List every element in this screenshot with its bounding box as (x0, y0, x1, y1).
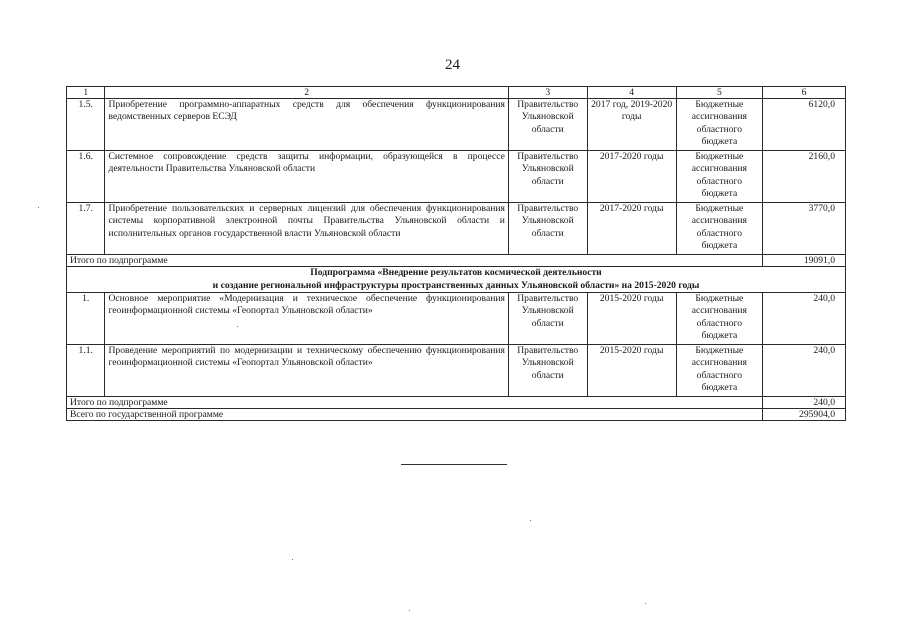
responsible-party: Правительство Ульяновской области (508, 99, 587, 151)
end-of-document-rule (401, 464, 507, 465)
scan-speck (38, 207, 39, 208)
budget-table (66, 86, 846, 421)
amount: 3770,0 (762, 203, 845, 255)
scan-speck (292, 559, 293, 560)
measure-name: Приобретение программно-аппаратных средств для обеспечения функционирования ведомственных серверов ЕСЭД (105, 99, 508, 151)
subtotal-label: Итого по подпрограмме (67, 255, 763, 267)
subtotal-amount: 240,0 (762, 397, 845, 409)
column-header: 2 (105, 87, 508, 99)
row-number: 1.5. (67, 99, 105, 151)
table-row (67, 345, 846, 397)
row-number: 1. (67, 293, 105, 345)
subprogram-title (67, 267, 846, 293)
measure-name: Системное сопровождение средств защиты информации, образующейся в процессе деятельности Правительства Ульяновской области (105, 151, 508, 203)
period: 2017 год, 2019-2020 годы (587, 99, 676, 151)
funding-source: Бюджетные ассигнования областного бюджета (676, 345, 762, 397)
amount: 6120,0 (762, 99, 845, 151)
responsible-party: Правительство Ульяновской области (508, 345, 587, 397)
subtotal-label: Итого по подпрограмме (67, 397, 763, 409)
subtotal-amount: 19091,0 (762, 255, 845, 267)
grand-total-amount: 295904,0 (762, 409, 845, 421)
responsible-party: Правительство Ульяновской области (508, 203, 587, 255)
subprogram-title-row (67, 267, 846, 293)
grand-total-row (67, 409, 846, 421)
amount: 2160,0 (762, 151, 845, 203)
scan-speck (237, 326, 238, 327)
subtotal-row (67, 397, 846, 409)
table-row (67, 203, 846, 255)
column-header: 1 (67, 87, 105, 99)
subprogram-title-line: и создание региональной инфраструктуры пространственных данных Ульяновской области» на 2015-2020 годы (212, 279, 700, 291)
subtotal-row (67, 255, 846, 267)
period: 2017-2020 годы (587, 203, 676, 255)
table-row (67, 99, 846, 151)
subprogram-title-line: Подпрограмма «Внедрение результатов космической деятельности (310, 267, 602, 278)
row-number: 1.7. (67, 203, 105, 255)
period: 2015-2020 годы (587, 293, 676, 345)
column-header: 5 (676, 87, 762, 99)
measure-name: Проведение мероприятий по модернизации и техническому обеспечению функционирования геоинформационной системы «Геопортал Ульяновской области» (105, 345, 508, 397)
grand-total-label: Всего по государственной программе (67, 409, 763, 421)
responsible-party: Правительство Ульяновской области (508, 293, 587, 345)
funding-source: Бюджетные ассигнования областного бюджета (676, 99, 762, 151)
row-number: 1.6. (67, 151, 105, 203)
funding-source: Бюджетные ассигнования областного бюджета (676, 203, 762, 255)
funding-source: Бюджетные ассигнования областного бюджета (676, 293, 762, 345)
row-number: 1.1. (67, 345, 105, 397)
measure-name: Приобретение пользовательских и серверных лицензий для обеспечения функционирования системы корпоративной электронной почты Правительства Ульяновской области и исполнительных органов государственной власти Ульяновской области (105, 203, 508, 255)
column-header: 3 (508, 87, 587, 99)
amount: 240,0 (762, 345, 845, 397)
scan-speck (409, 610, 410, 611)
column-header: 6 (762, 87, 845, 99)
column-header: 4 (587, 87, 676, 99)
funding-source: Бюджетные ассигнования областного бюджета (676, 151, 762, 203)
measure-name: Основное мероприятие «Модернизация и техническое обеспечение функционирования геоинформационной системы «Геопортал Ульяновской области» (105, 293, 508, 345)
responsible-party: Правительство Ульяновской области (508, 151, 587, 203)
period: 2015-2020 годы (587, 345, 676, 397)
column-number-row (67, 87, 846, 99)
scan-speck (530, 520, 531, 521)
period: 2017-2020 годы (587, 151, 676, 203)
amount: 240,0 (762, 293, 845, 345)
table-row (67, 151, 846, 203)
table-row (67, 293, 846, 345)
scan-speck (645, 603, 646, 604)
page-number: 24 (445, 57, 460, 73)
